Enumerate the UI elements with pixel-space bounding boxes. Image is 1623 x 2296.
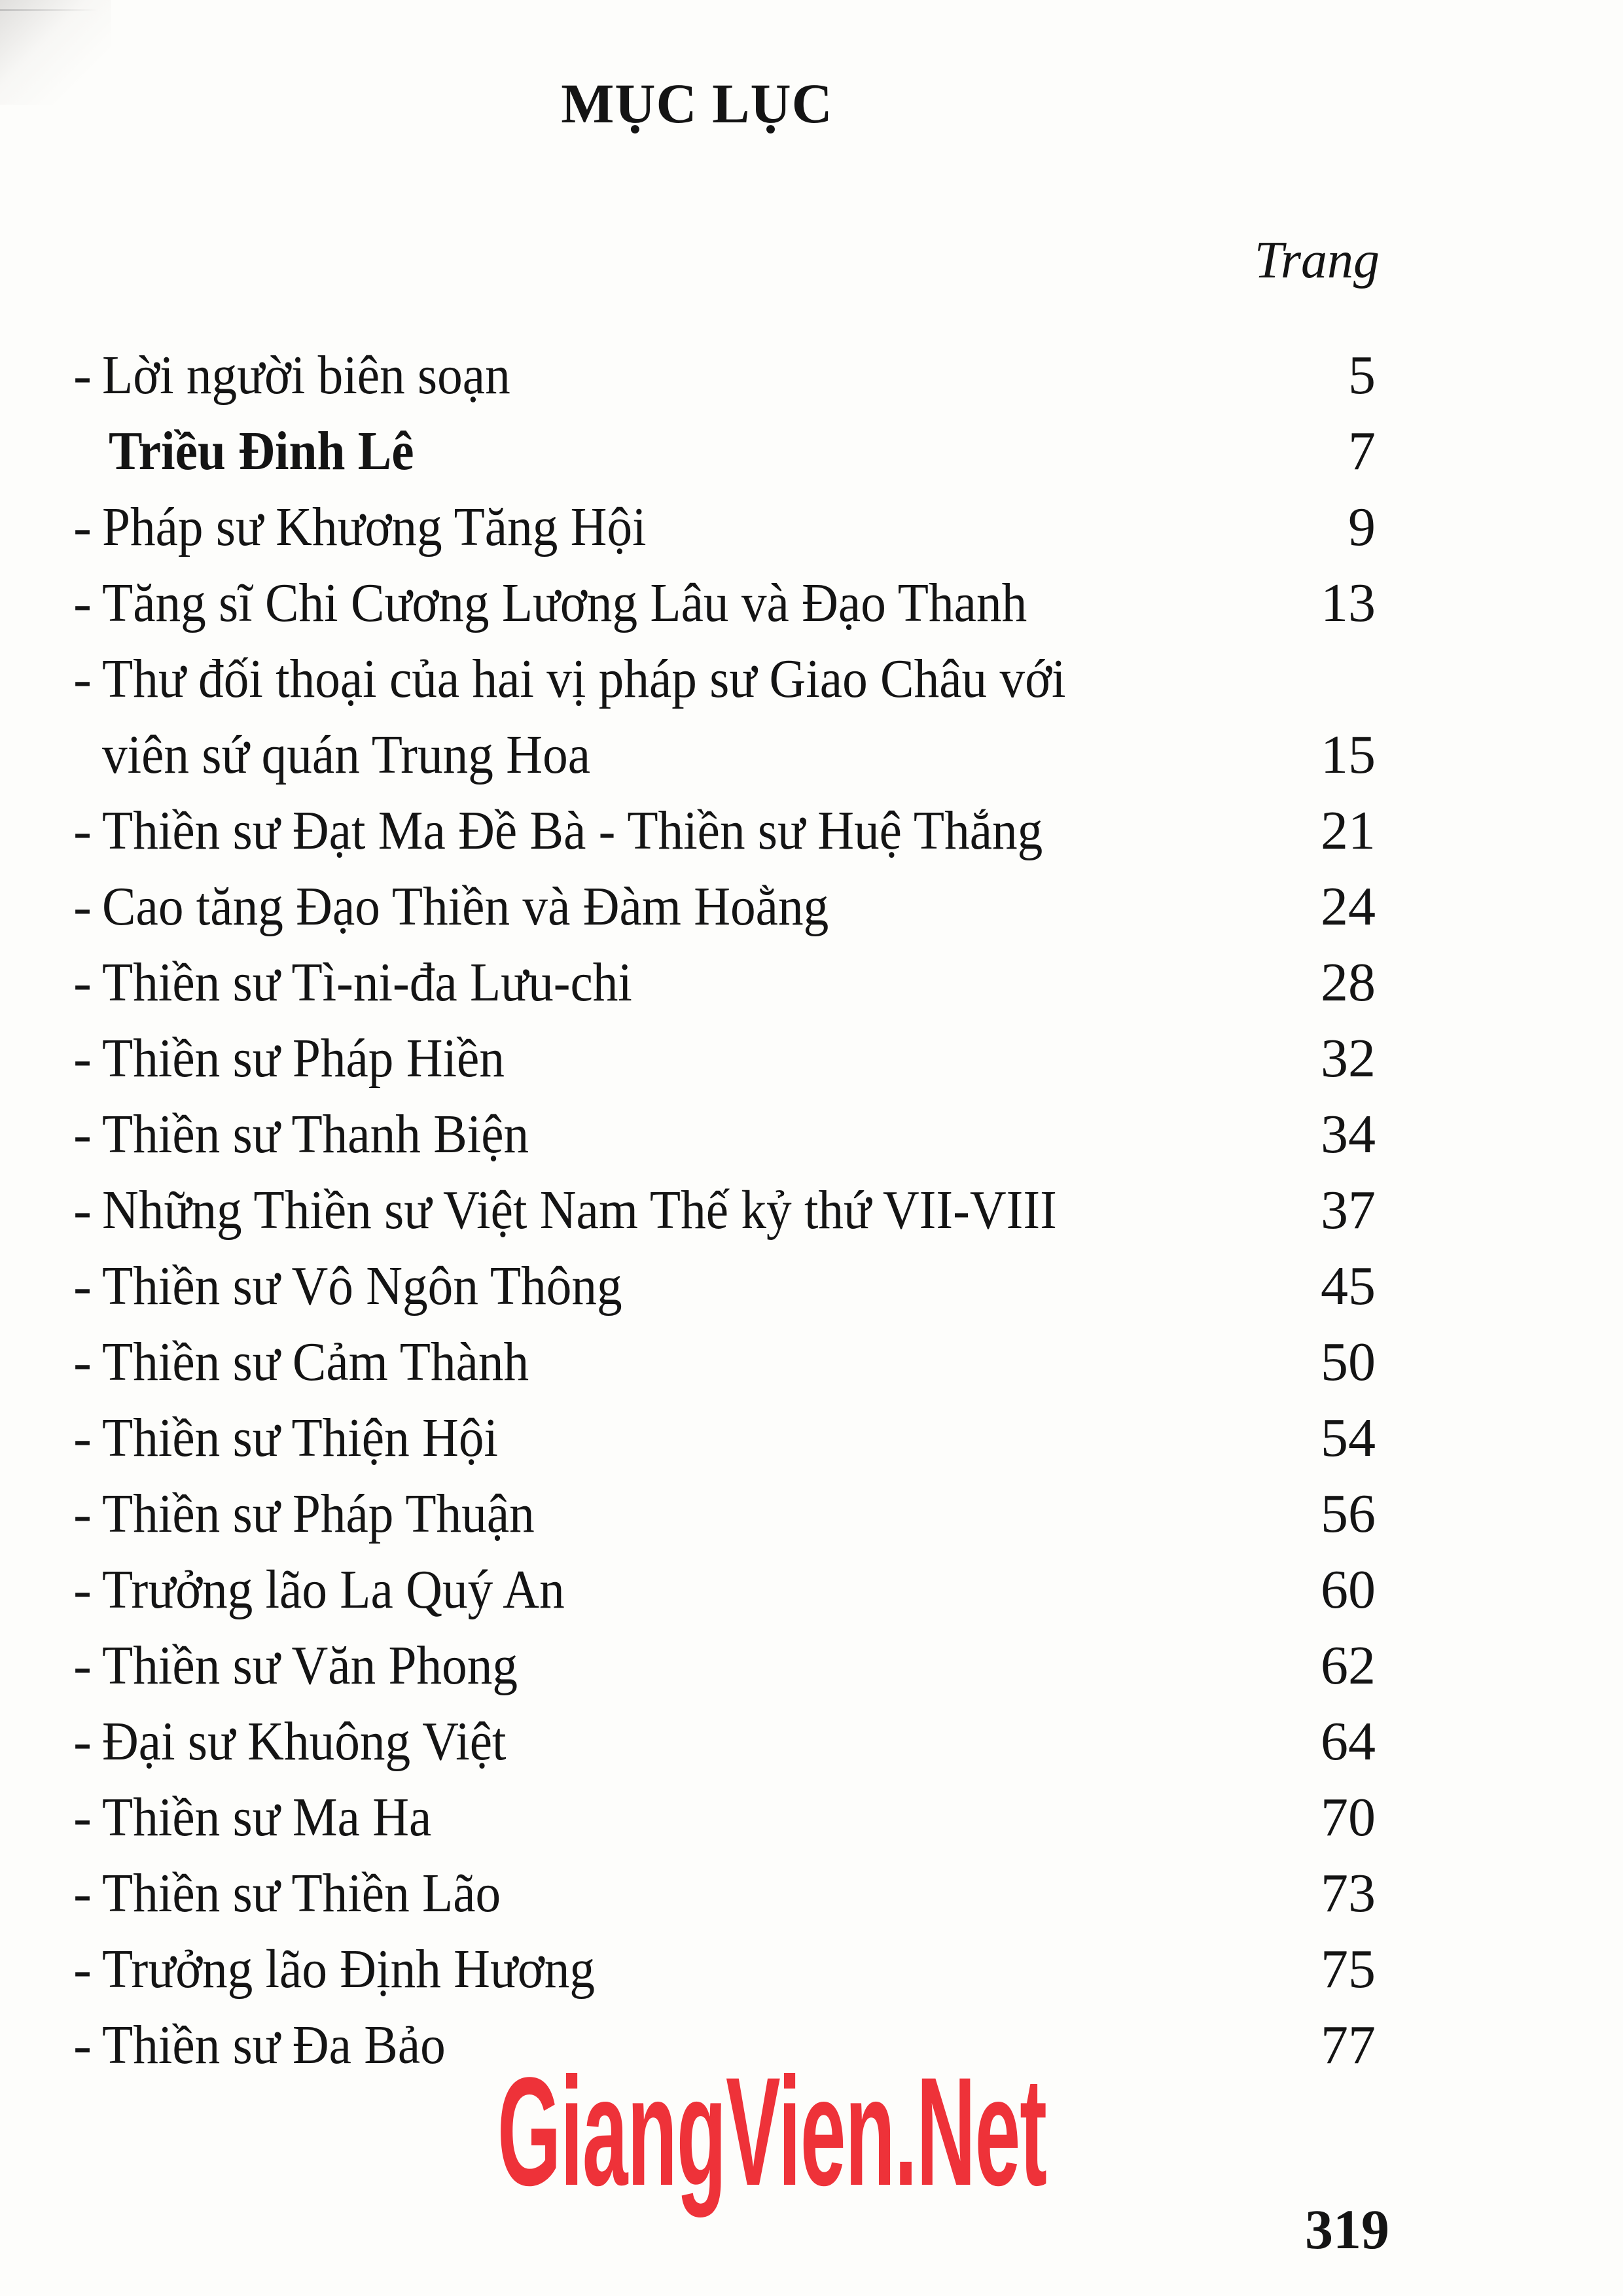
entry-page-number: 7	[1348, 421, 1376, 482]
entry-page-number: 15	[1321, 724, 1376, 785]
entry-dash: -	[73, 573, 92, 633]
entry-dash: -	[73, 876, 92, 937]
entry-dash: -	[73, 1787, 92, 1848]
entry-dash: -	[73, 1483, 92, 1544]
toc-section-heading	[0, 414, 1623, 489]
entry-title: Đại sư Khuông Việt	[102, 1711, 507, 1772]
entry-dash: -	[73, 1256, 92, 1316]
entry-title: Cao tăng Đạo Thiền và Đàm Hoằng	[102, 876, 829, 937]
toc-entry	[0, 565, 1623, 641]
entry-page-number: 21	[1321, 800, 1376, 861]
entry-title: Thiền sư Pháp Thuận	[102, 1483, 535, 1544]
entry-page-number: 5	[1348, 345, 1376, 406]
entry-title: Thiền sư Tì-ni-đa Lưu-chi	[102, 952, 632, 1013]
entry-page-number: 28	[1321, 952, 1376, 1013]
toc-entry	[0, 869, 1623, 945]
entry-page-number: 70	[1321, 1787, 1376, 1848]
entry-page-number: 60	[1321, 1559, 1376, 1620]
entry-dash: -	[73, 1332, 92, 1392]
toc-entry	[0, 1628, 1623, 1704]
entry-title: Trưởng lão La Quý An	[102, 1559, 565, 1620]
toc-entry	[0, 1780, 1623, 1856]
page-title	[0, 71, 1394, 136]
entry-title: Thiền sư Thiền Lão	[102, 1863, 501, 1924]
toc-entry	[0, 1856, 1623, 1932]
entry-title: Pháp sư Khương Tăng Hội	[102, 497, 647, 557]
entry-page-number: 13	[1321, 573, 1376, 633]
entry-title: Thiền sư Đa Bảo	[102, 2015, 446, 2075]
toc-entry	[0, 1476, 1623, 1552]
toc-entry	[0, 641, 1623, 717]
entry-page-number: 62	[1321, 1635, 1376, 1696]
entry-title: Thư đối thoại của hai vị pháp sư Giao Châu với	[102, 648, 1066, 709]
entry-page-number: 37	[1321, 1180, 1376, 1241]
entry-dash: -	[73, 2015, 92, 2075]
entry-page-number: 32	[1321, 1028, 1376, 1089]
entry-page-number: 50	[1321, 1332, 1376, 1392]
toc-entry	[0, 945, 1623, 1021]
entry-dash: -	[73, 497, 92, 557]
entry-title: Trưởng lão Định Hương	[102, 1939, 596, 2000]
toc-entry-continuation	[0, 717, 1623, 793]
entry-page-number: 56	[1321, 1483, 1376, 1544]
entry-page-number: 64	[1321, 1711, 1376, 1772]
page-column-header: Trang	[1254, 232, 1380, 289]
toc-entry	[0, 1552, 1623, 1628]
entry-dash: -	[73, 1939, 92, 2000]
entry-dash: -	[73, 1407, 92, 1468]
entry-dash: -	[73, 1559, 92, 1620]
entry-title: Thiền sư Thanh Biện	[102, 1104, 529, 1165]
entry-page-number: 77	[1321, 2015, 1376, 2075]
toc-entry	[0, 338, 1623, 414]
entry-dash: -	[73, 1104, 92, 1165]
entry-page-number: 73	[1321, 1863, 1376, 1924]
entry-title: Thiền sư Đạt Ma Đề Bà - Thiền sư Huệ Thắng	[102, 800, 1043, 861]
entry-dash: -	[73, 1863, 92, 1924]
entry-title: Thiền sư Cảm Thành	[102, 1332, 529, 1392]
entry-title: viên sứ quán Trung Hoa	[102, 724, 591, 785]
entry-title: Tăng sĩ Chi Cương Lương Lâu và Đạo Thanh	[102, 573, 1027, 633]
toc-entry	[0, 1021, 1623, 1097]
toc-entry	[0, 1248, 1623, 1324]
watermark-logo: GiangVien.Net	[497, 2045, 1046, 2218]
entry-title: Những Thiền sư Việt Nam Thế kỷ thứ VII-VIII	[102, 1180, 1057, 1241]
toc-entry	[0, 1324, 1623, 1400]
entry-dash: -	[73, 1028, 92, 1089]
entry-dash: -	[73, 1180, 92, 1241]
entry-title: Thiền sư Thiện Hội	[102, 1407, 498, 1468]
entry-dash: -	[73, 1635, 92, 1696]
entry-title: Lời người biên soạn	[102, 345, 510, 406]
entry-title: Thiền sư Pháp Hiền	[102, 1028, 505, 1089]
entry-page-number: 54	[1321, 1407, 1376, 1468]
page-title-text: MỤC LỤC	[561, 72, 833, 135]
entry-dash: -	[73, 952, 92, 1013]
toc-entry	[0, 1704, 1623, 1780]
toc-entry	[0, 1097, 1623, 1173]
entry-page-number: 45	[1321, 1256, 1376, 1316]
toc-entry	[0, 1400, 1623, 1476]
toc-entry	[0, 489, 1623, 565]
entry-page-number: 9	[1348, 497, 1376, 557]
entry-dash: -	[73, 800, 92, 861]
entry-dash: -	[73, 345, 92, 406]
entry-dash: -	[73, 648, 92, 709]
toc-entry	[0, 1932, 1623, 2007]
entry-page-number: 75	[1321, 1939, 1376, 2000]
entry-page-number: 34	[1321, 1104, 1376, 1165]
scan-page-edge	[0, 9, 98, 11]
entry-title: Thiền sư Văn Phong	[102, 1635, 518, 1696]
entry-title: Thiền sư Ma Ha	[102, 1787, 432, 1848]
toc-entry	[0, 1173, 1623, 1248]
entry-title: Thiền sư Vô Ngôn Thông	[102, 1256, 622, 1316]
toc-entry	[0, 793, 1623, 869]
page-number: 319	[1305, 2198, 1389, 2261]
section-title: Triều Đinh Lê	[109, 421, 414, 482]
entry-dash: -	[73, 1711, 92, 1772]
entry-page-number: 24	[1321, 876, 1376, 937]
